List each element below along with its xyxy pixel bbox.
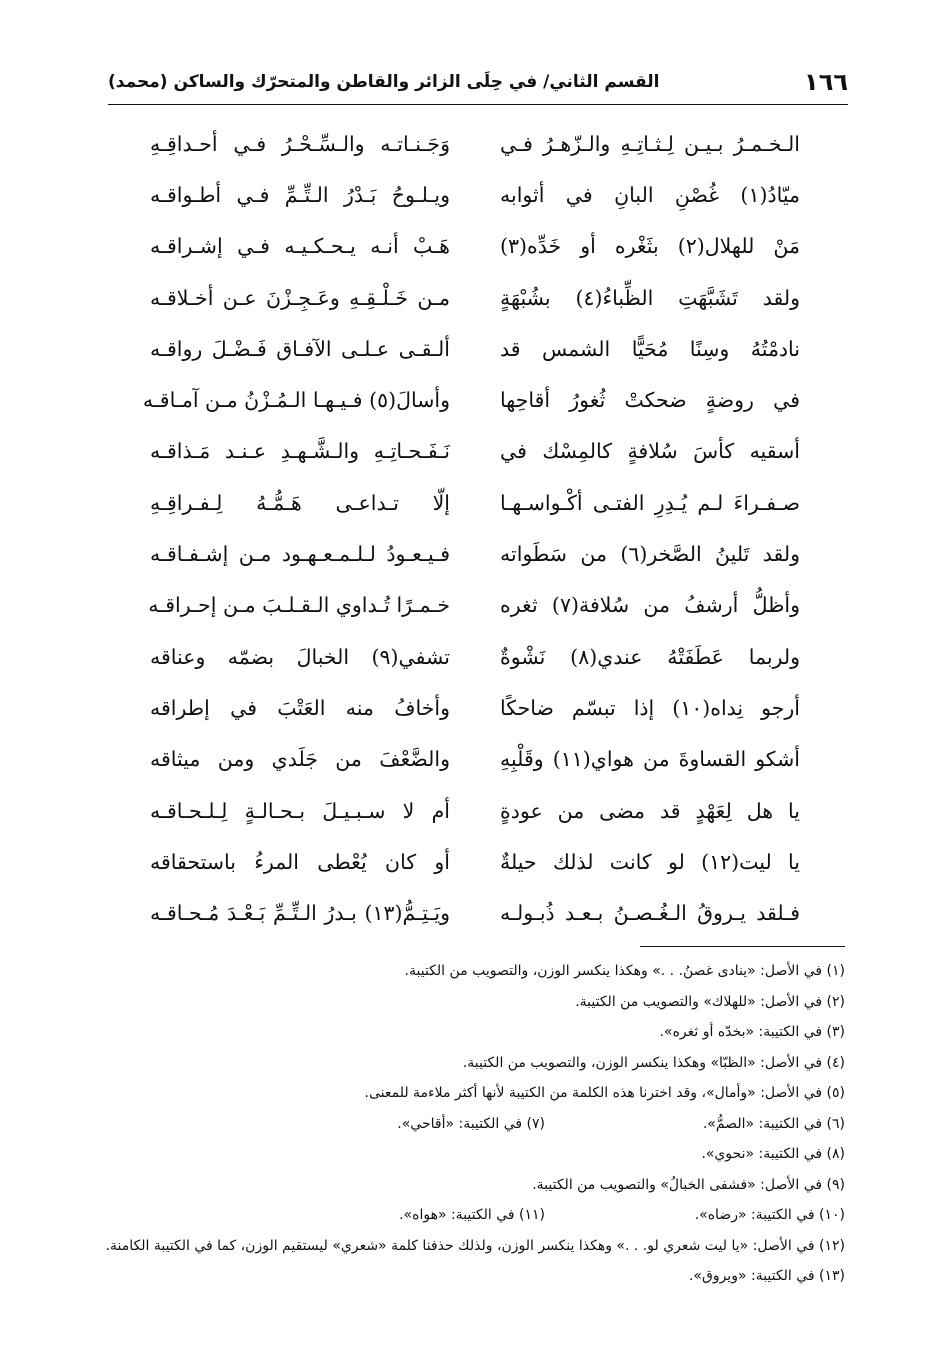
- hemistich-right: نادمْتُهُ وسِنًا مُحَيًّا الشمس قد: [500, 336, 800, 361]
- verse-row: [150, 785, 800, 836]
- verse-row: [150, 426, 800, 477]
- hemistich-left: تشفي(٩) الخبالَ بضمّه وعناقه: [150, 644, 450, 669]
- hemistich-left: وَجَـنـاتـه والـسِّـحْـرُ فـي أحـداقِـهِ: [150, 131, 450, 156]
- hemistich-right: ولقد تَشَبَّهَتِ الظِّباءُ(٤) بشُبْهَةٍ: [500, 285, 800, 310]
- header-rule: [108, 104, 848, 105]
- hemistich-right: ميّادُ(١) غُصْنِ البانِ في أثوابه: [500, 182, 800, 207]
- hemistich-right: أشكو القساوةَ من هواي(١١) وقَلْبِهِ: [500, 747, 801, 772]
- hemistich-left: ويَـتِـمُّ(١٣) بـدرُ الـتِّـمِّ بَـعْـدَ مُـحـاقـه: [150, 901, 450, 926]
- verse-row: [150, 631, 800, 682]
- verse-row: [150, 528, 800, 579]
- verse-row: [150, 887, 800, 938]
- hemistich-left: نَـفَـحـاتِـهِ والـشَّـهـدِ عـنـد مَـذاقـه: [150, 439, 450, 464]
- hemistich-left: والضَّعْفَ من جَلَدي ومن ميثاقه: [150, 747, 450, 772]
- verse-row: [150, 580, 800, 631]
- hemistich-left: وأخافُ منه العَتْبَ في إطراقه: [150, 695, 450, 720]
- hemistich-right: صـفـراءَ لـم يُـدِرِ الفتـى أكْـواسـهـا: [500, 490, 800, 515]
- poem: [142, 118, 801, 939]
- footnote-4: (٤) في الأصل: «الظبّا» وهكذا ينكسر الوزن، والتصويب من الكتيبة.: [462, 1054, 845, 1071]
- footnote-7: (٧) في الكتيبة: «أقاحي».: [397, 1115, 545, 1132]
- verse-row: [150, 682, 800, 733]
- footnotes: [100, 956, 845, 1292]
- verse-row: [150, 477, 800, 528]
- verse-row: [150, 323, 800, 374]
- verse-row: [150, 169, 800, 220]
- footnote-1: (١) في الأصل: «ينادى غصنُ. . .» وهكذا ينكسر الوزن، والتصويب من الكتيبة.: [404, 963, 845, 979]
- footnote-pair-6-7: [100, 1109, 845, 1140]
- footnote-9: (٩) في الأصل: «فشفى الخبالُ» والتصويب من الكتيبة.: [532, 1176, 845, 1193]
- hemistich-left: خـمـرًا تُـداوي الـقـلـبَ مـن إحـراقـه: [148, 593, 450, 618]
- hemistich-right: ولربما عَطَفَتْهُ عندي(٨) نَشْوةٌ: [500, 644, 800, 669]
- footnote-13: (١٣) في الكتيبة: «ويروق».: [688, 1268, 845, 1284]
- hemistich-left: ويـلـوحُ بَـدْرُ الـتِّـمِّ فـي أطـواقـه: [150, 182, 450, 207]
- hemistich-right: ولقد تَلينُ الصَّخر(٦) من سَطَواته: [500, 542, 800, 567]
- hemistich-left: أم لا سـبـيـلَ بـحـالـةٍ لِـلـحـاقـه: [150, 798, 450, 823]
- page-number: ١٦٦: [804, 68, 848, 96]
- footnote-pair-10-11: [100, 1200, 845, 1231]
- footnote-12: (١٢) في الأصل: «يا ليت شعري لو. . .» وهكذا ينكسر الوزن، ولذلك حذفنا كلمة «شعري» ليستقيم الوزن، كما في الكتيبة الكامنة.: [105, 1237, 845, 1254]
- footnote-3: (٣) في الكتيبة: «بخدّه أو ثغره».: [659, 1024, 845, 1040]
- footnote-6: (٦) في الكتيبة: «الصمُّ».: [702, 1115, 845, 1132]
- verse-row: [150, 221, 800, 272]
- hemistich-left: أو كان يُعْطى المرءُ باستحقاقه: [150, 849, 450, 874]
- hemistich-right: يا ليت(١٢) لو كانت لذلك حيلةٌ: [500, 849, 801, 874]
- running-header: [108, 62, 848, 102]
- hemistich-right: أسقيه كأسَ سُلافةٍ كالمِسْك في: [500, 439, 800, 464]
- hemistich-left: هَـبْ أنـه يـحـكـيـه فـي إشـراقـه: [150, 234, 450, 259]
- hemistich-right: في روضةٍ ضحكتْ ثُغورُ أقاحِها: [500, 388, 800, 413]
- running-title: القسم الثاني/ في حِلَى الزائر والقاطن والمتحرّك والساكن (محمد): [108, 72, 660, 92]
- verse-row: [150, 272, 800, 323]
- footnote-10: (١٠) في الكتيبة: «رضاه».: [694, 1207, 845, 1223]
- footnote-2: (٢) في الأصل: «للهلاك» والتصويب من الكتيبة.: [575, 993, 845, 1010]
- hemistich-left: وأسالَ(٥) فـيـهـا الـمُـزْنُ مـن آمـاقـه: [142, 388, 450, 413]
- verse-row: [150, 734, 800, 785]
- verse-row: [142, 374, 800, 425]
- hemistich-left: مـن خَـلْـقِـهِ وعَـجِـزْنَ عـن أخـلاقـه: [150, 285, 450, 310]
- hemistich-right: مَنْ للهلال(٢) بثَغْره أو خَدِّه(٣): [500, 234, 800, 259]
- footnote-5: (٥) في الأصل: «وأمال»، وقد اخترنا هذه الكلمة من الكتيبة لأنها أكثر ملاءمة للمعنى.: [364, 1085, 845, 1101]
- hemistich-left: ألـقـى عـلـى الآفـاق فَـضْـلَ رواقـه: [150, 336, 450, 361]
- verse-row: [150, 118, 800, 169]
- hemistich-right: يا هل لِعَهْدٍ قد مضى من عودةٍ: [500, 798, 800, 823]
- footnote-rule: [640, 946, 845, 947]
- hemistich-left: فـيـعـودُ لـلـمـعـهـود مـن إشـفـاقـه: [150, 542, 450, 567]
- footnote-11: (١١) في الكتيبة: «هواه».: [399, 1207, 545, 1223]
- hemistich-right: وأظلُّ أرشفُ من سُلافة(٧) ثغره: [500, 593, 800, 618]
- footnote-8: (٨) في الكتيبة: «نحوي».: [701, 1146, 845, 1162]
- hemistich-left: إلّا تـداعـى هَـمُّـهُ لِـفـراقِـهِ: [150, 490, 450, 515]
- hemistich-right: أرجو نِداه(١٠) إذا تبسّم ضاحكًا: [500, 695, 800, 720]
- hemistich-right: الـخـمـرُ بـيـن لِـثـاتِـهِ والـزّهـرُ فـي: [500, 131, 800, 156]
- hemistich-right: فـلقد يـروقُ الـغُـصـنُ بـعـد ذُبـولـه: [500, 901, 800, 926]
- verse-row: [150, 836, 800, 887]
